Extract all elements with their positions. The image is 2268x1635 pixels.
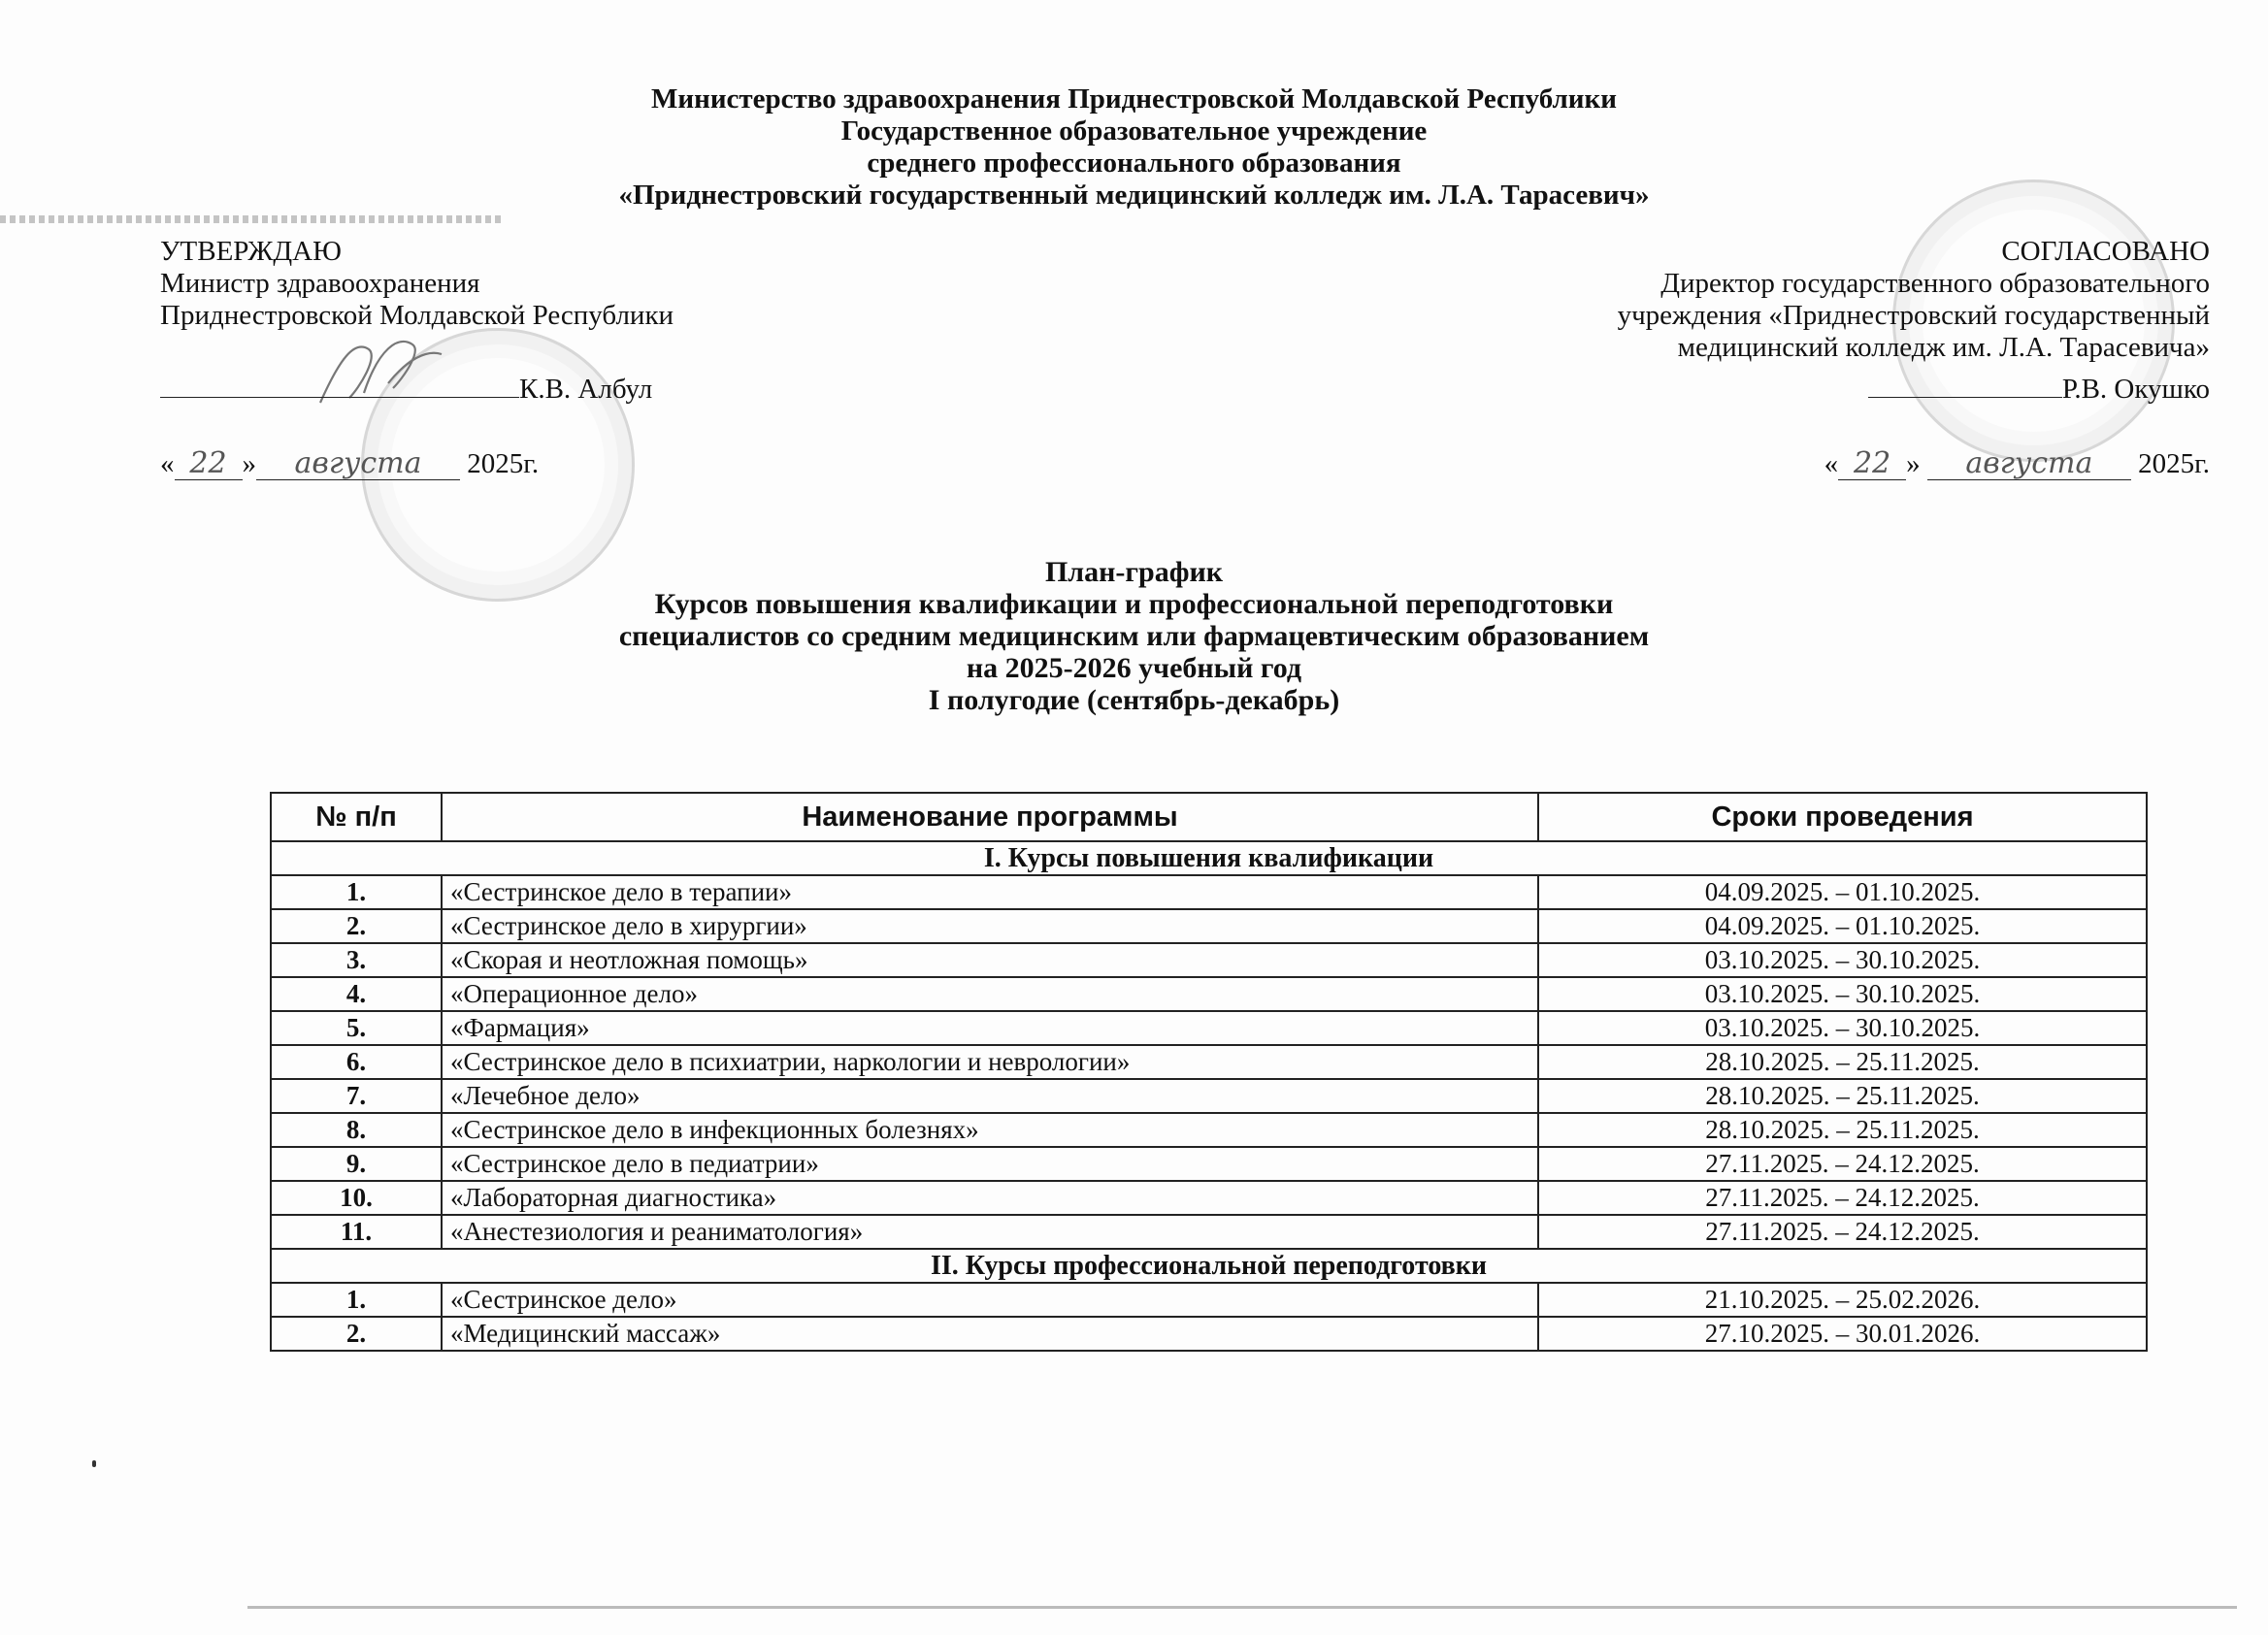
row-num: 2. xyxy=(271,1317,442,1351)
agreement-year: 2025г. xyxy=(2138,448,2210,479)
row-program: «Сестринское дело в психиатрии, наркологии и неврологии» xyxy=(442,1045,1538,1079)
row-program: «Сестринское дело» xyxy=(442,1283,1538,1317)
row-dates: 28.10.2025. – 25.11.2025. xyxy=(1538,1113,2147,1147)
table-row xyxy=(271,1283,2147,1317)
title-plan: План-график xyxy=(1044,556,1224,588)
signature-line xyxy=(1868,374,2062,398)
header-institution-type: Государственное образовательное учреждение xyxy=(840,115,1428,147)
table-row xyxy=(271,1113,2147,1147)
quote-close: » xyxy=(1906,448,1921,479)
quote-close: » xyxy=(242,448,256,479)
title-specialists: специалистов со средним медицинским или фармацевтическим образованием xyxy=(618,620,1650,652)
approval-signature-row xyxy=(160,374,674,406)
table-header-row xyxy=(271,793,2147,841)
table-row xyxy=(271,1045,2147,1079)
row-program: «Сестринское дело в педиатрии» xyxy=(442,1147,1538,1181)
row-dates: 27.11.2025. – 24.12.2025. xyxy=(1538,1147,2147,1181)
title-semester: I полугодие (сентябрь-декабрь) xyxy=(928,684,1340,716)
row-num: 2. xyxy=(271,909,442,943)
row-num: 4. xyxy=(271,977,442,1011)
agreement-month: августа xyxy=(1927,447,2131,480)
row-num: 7. xyxy=(271,1079,442,1113)
document-title xyxy=(0,556,2268,716)
header-num: № п/п xyxy=(271,793,442,841)
row-dates: 28.10.2025. – 25.11.2025. xyxy=(1538,1079,2147,1113)
title-courses: Курсов повышения квалификации и профессиональной переподготовки xyxy=(654,588,1614,620)
table-row xyxy=(271,1011,2147,1045)
row-program: «Лечебное дело» xyxy=(442,1079,1538,1113)
row-dates: 03.10.2025. – 30.10.2025. xyxy=(1538,977,2147,1011)
row-dates: 27.11.2025. – 24.12.2025. xyxy=(1538,1215,2147,1249)
row-dates: 27.10.2025. – 30.01.2026. xyxy=(1538,1317,2147,1351)
row-program: «Сестринское дело в хирургии» xyxy=(442,909,1538,943)
header-dates: Сроки проведения xyxy=(1538,793,2147,841)
institution-header xyxy=(0,83,2268,212)
row-program: «Медицинский массаж» xyxy=(442,1317,1538,1351)
row-program: «Скорая и неотложная помощь» xyxy=(442,943,1538,977)
header-college-name: «Приднестровский государственный медицинский колледж им. Л.А. Тарасевич» xyxy=(618,180,1650,211)
section-title: I. Курсы повышения квалификации xyxy=(271,841,2147,875)
section-title: II. Курсы профессиональной переподготовки xyxy=(271,1249,2147,1283)
row-dates: 03.10.2025. – 30.10.2025. xyxy=(1538,1011,2147,1045)
agreement-position: Директор государственного образовательного xyxy=(1660,268,2210,299)
section-row-retraining xyxy=(271,1249,2147,1283)
table-row xyxy=(271,1079,2147,1113)
scan-edge-line xyxy=(247,1606,2237,1609)
approval-day: 22 xyxy=(175,447,243,480)
table-row xyxy=(271,1181,2147,1215)
table-row xyxy=(271,1215,2147,1249)
section-row-qualification xyxy=(271,841,2147,875)
row-program: «Фармация» xyxy=(442,1011,1538,1045)
approval-republic: Приднестровской Молдавской Республики xyxy=(160,300,674,331)
row-dates: 28.10.2025. – 25.11.2025. xyxy=(1538,1045,2147,1079)
table-row xyxy=(271,909,2147,943)
agreement-name: Р.В. Окушко xyxy=(2061,374,2210,405)
table-row xyxy=(271,977,2147,1011)
quote-open: « xyxy=(160,448,175,479)
row-num: 5. xyxy=(271,1011,442,1045)
table-row xyxy=(271,943,2147,977)
row-dates: 21.10.2025. – 25.02.2026. xyxy=(1538,1283,2147,1317)
approval-year: 2025г. xyxy=(467,448,540,479)
row-dates: 03.10.2025. – 30.10.2025. xyxy=(1538,943,2147,977)
agreement-day: 22 xyxy=(1838,447,1906,480)
table-row xyxy=(271,1317,2147,1351)
approval-month: августа xyxy=(256,447,460,480)
schedule-table xyxy=(270,792,2148,1352)
approval-title: УТВЕРЖДАЮ xyxy=(160,236,342,267)
agreement-block xyxy=(1618,236,2210,480)
row-num: 6. xyxy=(271,1045,442,1079)
signature-line xyxy=(160,374,519,398)
table-row xyxy=(271,1147,2147,1181)
approval-block xyxy=(160,236,674,480)
scan-speck xyxy=(92,1460,96,1467)
quote-open: « xyxy=(1824,448,1839,479)
table-row xyxy=(271,875,2147,909)
agreement-institution: учреждения «Приднестровский государственный xyxy=(1617,300,2210,331)
row-program: «Анестезиология и реаниматология» xyxy=(442,1215,1538,1249)
row-num: 8. xyxy=(271,1113,442,1147)
row-program: «Сестринское дело в инфекционных болезнях» xyxy=(442,1113,1538,1147)
approval-date-row xyxy=(160,447,674,480)
row-num: 1. xyxy=(271,875,442,909)
row-num: 1. xyxy=(271,1283,442,1317)
approval-name: К.В. Албул xyxy=(519,374,653,405)
agreement-signature-row xyxy=(1618,374,2210,406)
row-program: «Лабораторная диагностика» xyxy=(442,1181,1538,1215)
row-dates: 04.09.2025. – 01.10.2025. xyxy=(1538,875,2147,909)
row-num: 10. xyxy=(271,1181,442,1215)
header-education-level: среднего профессионального образования xyxy=(867,147,1401,179)
row-num: 9. xyxy=(271,1147,442,1181)
scan-smudge xyxy=(0,215,505,223)
header-ministry: Министерство здравоохранения Приднестровской Молдавской Республики xyxy=(651,83,1617,114)
agreement-date-row xyxy=(1618,447,2210,480)
title-academic-year: на 2025-2026 учебный год xyxy=(966,652,1302,684)
row-program: «Операционное дело» xyxy=(442,977,1538,1011)
approval-position: Министр здравоохранения xyxy=(160,268,480,299)
agreement-college: медицинский колледж им. Л.А. Тарасевича» xyxy=(1677,332,2210,363)
header-program-name: Наименование программы xyxy=(442,793,1538,841)
agreement-title: СОГЛАСОВАНО xyxy=(2001,236,2210,267)
row-program: «Сестринское дело в терапии» xyxy=(442,875,1538,909)
row-num: 11. xyxy=(271,1215,442,1249)
row-dates: 27.11.2025. – 24.12.2025. xyxy=(1538,1181,2147,1215)
row-dates: 04.09.2025. – 01.10.2025. xyxy=(1538,909,2147,943)
row-num: 3. xyxy=(271,943,442,977)
